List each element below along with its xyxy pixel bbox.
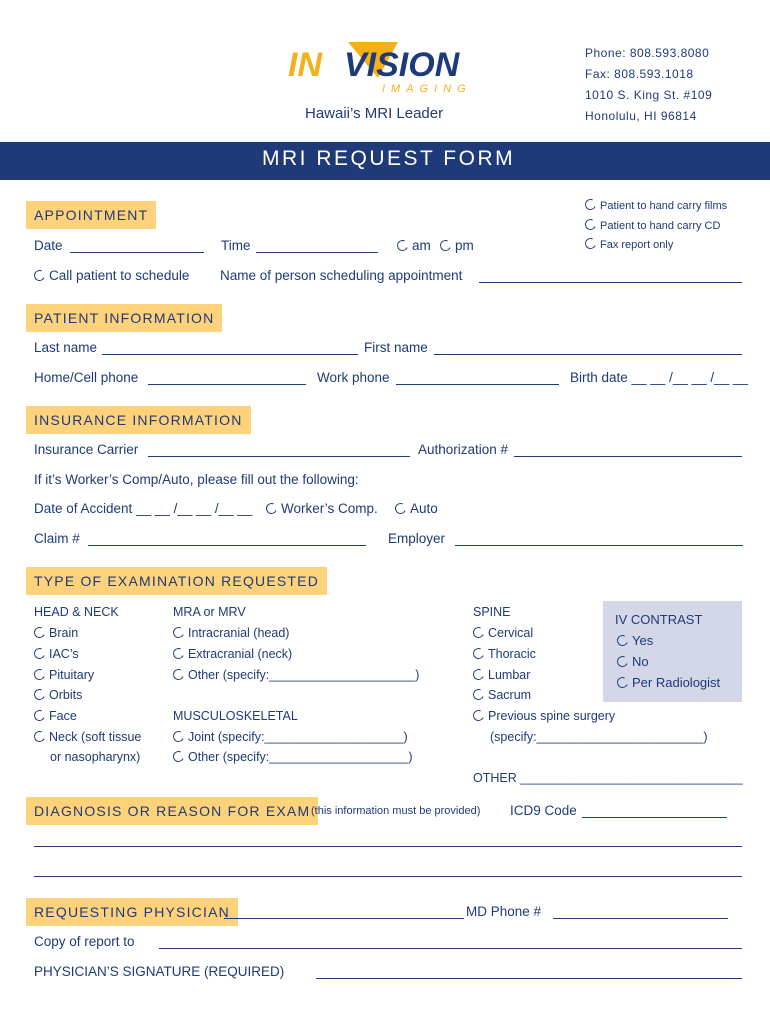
radio-icon: [32, 729, 46, 743]
sacrum-option[interactable]: Sacrum: [473, 688, 531, 702]
radio-icon: [471, 646, 485, 660]
thoracic-option[interactable]: Thoracic: [473, 647, 536, 661]
claim-field[interactable]: [88, 545, 366, 546]
spine-surgery-option[interactable]: Previous spine surgery: [473, 709, 615, 723]
diagnosis-section: DIAGNOSIS OR REASON FOR EXAM: [26, 797, 318, 825]
radio-icon: [615, 633, 629, 647]
logo-graphic: [286, 38, 491, 98]
radio-icon: [583, 236, 597, 250]
patient-section: PATIENT INFORMATION: [26, 304, 222, 332]
call-patient-option[interactable]: Call patient to schedule: [34, 268, 189, 283]
radio-icon: [393, 501, 407, 515]
first-name-field[interactable]: [434, 354, 742, 355]
form-title: MRI REQUEST FORM: [262, 147, 516, 170]
mra-other-option[interactable]: Other (specify:_____________________): [173, 668, 419, 682]
tagline: Hawaii’s MRI Leader: [305, 105, 444, 122]
fax: Fax: 808.593.1018: [585, 67, 694, 81]
birth-date-field[interactable]: Birth date __ __ /__ __ /__ __: [570, 370, 748, 385]
svg-text:IN: IN: [288, 46, 322, 84]
radio-icon: [583, 197, 597, 211]
insurance-section: INSURANCE INFORMATION: [26, 406, 251, 434]
neck-option-continued: or nasopharynx): [50, 750, 141, 764]
carry-cd-option[interactable]: Patient to hand carry CD: [585, 219, 720, 232]
home-phone-label: Home/Cell phone: [34, 370, 139, 385]
scheduler-label: Name of person scheduling appointment: [220, 268, 463, 283]
intracranial-option[interactable]: Intracranial (head): [173, 626, 289, 640]
extracranial-option[interactable]: Extracranial (neck): [173, 647, 292, 661]
physician-name-field[interactable]: [224, 918, 464, 919]
other-exam-field[interactable]: OTHER ________________________________: [473, 771, 743, 785]
city: Honolulu, HI 96814: [585, 109, 697, 123]
radio-icon: [32, 667, 46, 681]
brain-option[interactable]: Brain: [34, 626, 78, 640]
home-phone-field[interactable]: [148, 384, 306, 385]
radio-icon: [615, 675, 629, 689]
musculo-title: MUSCULOSKELETAL: [173, 709, 298, 723]
radio-icon: [615, 654, 629, 668]
copy-report-field[interactable]: [159, 948, 742, 949]
head-neck-title: HEAD & NECK: [34, 605, 119, 619]
auto-option[interactable]: Auto: [395, 501, 438, 516]
time-label: Time: [221, 238, 251, 253]
date-field[interactable]: [70, 252, 204, 253]
last-name-label: Last name: [34, 340, 98, 355]
icd9-field[interactable]: [582, 817, 727, 818]
date-label: Date: [34, 238, 63, 253]
physician-section: REQUESTING PHYSICIAN: [26, 898, 238, 926]
contrast-no-option[interactable]: No: [617, 654, 649, 669]
radio-icon: [171, 625, 185, 639]
am-option[interactable]: am: [397, 238, 431, 253]
workers-comp-option[interactable]: Worker’s Comp.: [266, 501, 378, 516]
appointment-section: APPOINTMENT: [26, 201, 156, 229]
pituitary-option[interactable]: Pituitary: [34, 668, 94, 682]
radio-icon: [32, 268, 46, 282]
time-field[interactable]: [256, 252, 378, 253]
workers-note: If it’s Worker’s Comp/Auto, please fill out the following:: [34, 472, 359, 487]
exam-section: TYPE OF EXAMINATION REQUESTED: [26, 567, 327, 595]
work-phone-field[interactable]: [396, 384, 559, 385]
contrast-radiologist-option[interactable]: Per Radiologist: [617, 675, 720, 690]
diagnosis-note: (this information must be provided): [311, 805, 481, 817]
radio-icon: [171, 729, 185, 743]
scheduler-field[interactable]: [479, 282, 742, 283]
radio-icon: [32, 646, 46, 660]
employer-label: Employer: [388, 531, 446, 546]
cervical-option[interactable]: Cervical: [473, 626, 533, 640]
orbits-option[interactable]: Orbits: [34, 688, 82, 702]
work-phone-label: Work phone: [317, 370, 390, 385]
svg-text:IMAGING: IMAGING: [382, 83, 472, 95]
radio-icon: [32, 708, 46, 722]
iv-contrast-title: IV CONTRAST: [615, 612, 703, 627]
icd9-label: ICD9 Code: [510, 803, 577, 818]
svg-text:VISION: VISION: [344, 46, 460, 84]
iacs-option[interactable]: IAC’s: [34, 647, 79, 661]
spine-title: SPINE: [473, 605, 511, 619]
radio-icon: [471, 687, 485, 701]
radio-icon: [395, 238, 409, 252]
md-phone-label: MD Phone #: [466, 904, 542, 919]
claim-label: Claim #: [34, 531, 80, 546]
authorization-label: Authorization #: [418, 442, 509, 457]
radio-icon: [471, 667, 485, 681]
radio-icon: [171, 646, 185, 660]
address: 1010 S. King St. #109: [585, 88, 713, 102]
face-option[interactable]: Face: [34, 709, 77, 723]
carrier-label: Insurance Carrier: [34, 442, 139, 457]
employer-field[interactable]: [455, 545, 743, 546]
radio-icon: [32, 625, 46, 639]
pm-option[interactable]: pm: [440, 238, 474, 253]
radio-icon: [171, 667, 185, 681]
first-name-label: First name: [364, 340, 428, 355]
md-phone-field[interactable]: [553, 918, 728, 919]
mra-title: MRA or MRV: [173, 605, 246, 619]
fax-report-option[interactable]: Fax report only: [585, 238, 673, 251]
phone: Phone: 808.593.8080: [585, 46, 710, 60]
radio-icon: [438, 238, 452, 252]
diagnosis-line-1[interactable]: [34, 846, 742, 847]
copy-report-label: Copy of report to: [34, 934, 135, 949]
joint-option[interactable]: Joint (specify:____________________): [173, 730, 408, 744]
last-name-field[interactable]: [102, 354, 358, 355]
carrier-field[interactable]: [148, 456, 410, 457]
logo: [286, 38, 491, 98]
radio-icon: [583, 217, 597, 231]
lumbar-option[interactable]: Lumbar: [473, 668, 530, 682]
neck-option[interactable]: Neck (soft tissue: [34, 730, 141, 744]
radio-icon: [471, 708, 485, 722]
contrast-yes-option[interactable]: Yes: [617, 633, 653, 648]
radio-icon: [264, 501, 278, 515]
signature-field[interactable]: [316, 978, 742, 979]
signature-label: PHYSICIAN’S SIGNATURE (REQUIRED): [34, 964, 285, 979]
musculo-other-option[interactable]: Other (specify:____________________): [173, 750, 412, 764]
accident-date-field[interactable]: Date of Accident __ __ /__ __ /__ __: [34, 501, 253, 516]
diagnosis-line-2[interactable]: [34, 876, 742, 877]
spine-surgery-specify[interactable]: (specify:________________________): [490, 730, 708, 744]
radio-icon: [471, 625, 485, 639]
carry-films-option[interactable]: Patient to hand carry films: [585, 199, 727, 212]
authorization-field[interactable]: [514, 456, 742, 457]
radio-icon: [32, 687, 46, 701]
radio-icon: [171, 749, 185, 763]
